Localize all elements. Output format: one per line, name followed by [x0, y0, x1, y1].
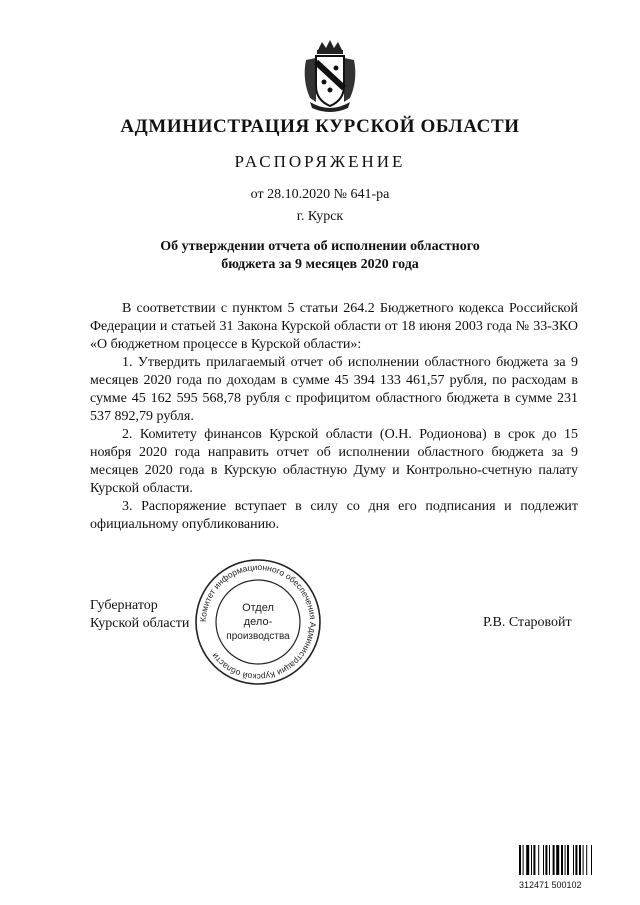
- document-date-number: от 28.10.2020 № 641-ра: [250, 187, 390, 202]
- barcode-bar: [586, 845, 587, 875]
- barcode-bar: [573, 845, 574, 875]
- office-stamp: [193, 557, 323, 687]
- document-body: [90, 300, 578, 534]
- barcode-bar: [531, 845, 532, 875]
- barcode-bar: [579, 845, 581, 875]
- barcode-bar: [561, 845, 563, 875]
- signatory-position: [90, 597, 189, 633]
- barcode-bar: [556, 845, 559, 875]
- barcode-bar: [553, 845, 555, 875]
- paragraph-item-2: 2. Комитету финансов Курской области (О.Н. Родионова) в срок до 15 ноября 2020 года направить отчет об исполнении областного бюджета за 9 месяцев 2020 года в Курскую областную Думу и Контрольно-счетную палату Курской области.: [90, 427, 578, 496]
- title-line-2: бюджета за 9 месяцев 2020 года: [221, 257, 419, 272]
- barcode-bars: [519, 845, 619, 875]
- barcode-bar: [549, 845, 550, 875]
- barcode: [519, 845, 619, 890]
- barcode-bar: [583, 845, 584, 875]
- stamp-line-2: дело-: [243, 616, 273, 628]
- barcode-bar: [545, 845, 547, 875]
- barcode-bar: [526, 845, 529, 875]
- title-line-1: Об утверждении отчета об исполнении областного: [160, 239, 480, 254]
- position-line-2: Курской области: [90, 616, 190, 631]
- document-type: РАСПОРЯЖЕНИЕ: [234, 152, 406, 171]
- document-city: г. Курск: [296, 209, 344, 224]
- position-line-1: Губернатор: [90, 598, 158, 613]
- barcode-bar: [591, 845, 592, 875]
- stamp-line-3: производства: [226, 631, 290, 642]
- barcode-number: 312471 500102: [519, 880, 582, 890]
- paragraph-item-3: 3. Распоряжение вступает в силу со дня его подписания и подлежит официальному опубликованию.: [90, 499, 578, 532]
- organization-name: АДМИНИСТРАЦИЯ КУРСКОЙ ОБЛАСТИ: [120, 116, 520, 137]
- paragraph-item-1: 1. Утвердить прилагаемый отчет об исполнении областного бюджета за 9 месяцев 2020 года по доходам в сумме 45 394 133 461,57 рубля, по расходам в сумме 45 162 595 568,78 рубля с профицитом областного бюджета в сумме 231 537 892,79 рубля.: [90, 355, 578, 424]
- barcode-bar: [575, 845, 577, 875]
- document-title: [0, 238, 640, 274]
- barcode-bar: [533, 845, 535, 875]
- stamp-ring-text: Комитет информационного обеспечения Администрации Курской области: [197, 561, 319, 683]
- kursk-coat-of-arms-icon: [300, 40, 360, 112]
- signatory-name: Р.В. Старовойт: [483, 615, 572, 630]
- barcode-bar: [543, 845, 544, 875]
- barcode-bar: [523, 845, 524, 875]
- paragraph-preamble: В соответствии с пунктом 5 статьи 264.2 Бюджетного кодекса Российской Федерации и статьей 31 Закона Курской области от 18 июня 2003 года № 33-ЗКО «О бюджетном процессе в Курской области»:: [90, 301, 578, 352]
- stamp-line-1: Отдел: [242, 602, 274, 614]
- barcode-bar: [538, 845, 539, 875]
- barcode-bar: [519, 845, 521, 875]
- barcode-bar: [567, 845, 569, 875]
- barcode-bar: [565, 845, 566, 875]
